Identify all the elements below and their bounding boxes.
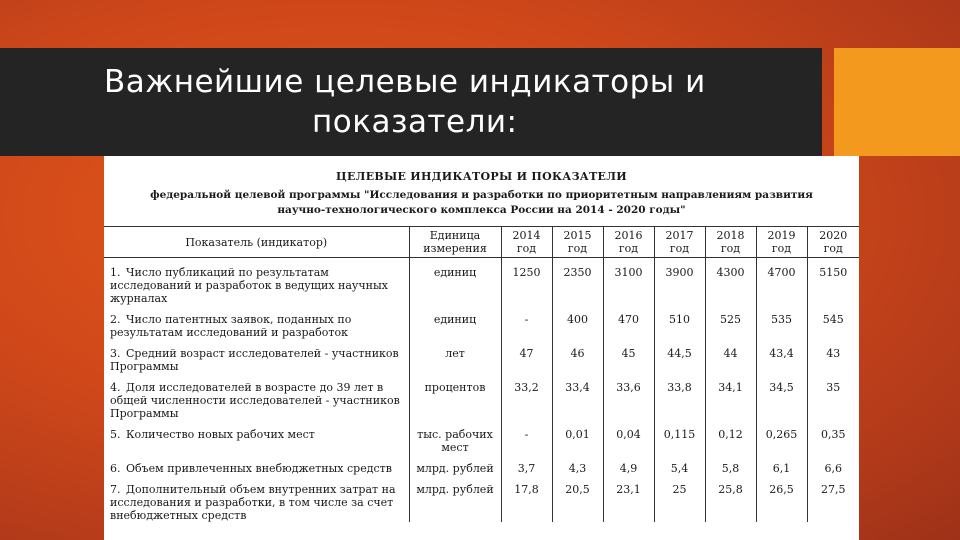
- value-cell: 0,12: [705, 428, 756, 454]
- value-cell: 0,265: [756, 428, 807, 454]
- indicator-name: Средний возраст исследователей - участников Программы: [110, 347, 399, 373]
- unit-cell: единиц: [409, 266, 501, 305]
- value-cell: 5150: [807, 266, 859, 305]
- value-cell: 46: [552, 347, 603, 373]
- column-header-year: 2019 год: [756, 227, 807, 258]
- indicator-cell: [104, 381, 409, 420]
- value-cell: 400: [552, 313, 603, 339]
- slide-title-line-2: показатели:: [312, 104, 518, 140]
- value-cell: 44,5: [654, 347, 705, 373]
- table-row: [104, 381, 859, 420]
- value-cell: 2350: [552, 266, 603, 305]
- unit-cell: тыс. рабочих мест: [409, 428, 501, 454]
- value-cell: 4700: [756, 266, 807, 305]
- table-row: [104, 313, 859, 339]
- unit-cell: млрд. рублей: [409, 483, 501, 522]
- indicator-name: Количество новых рабочих мест: [126, 428, 315, 441]
- slide-title-line-1: Важнейшие целевые индикаторы и: [104, 64, 706, 100]
- row-spacer: [104, 258, 859, 267]
- value-cell: 510: [654, 313, 705, 339]
- table-body: [104, 258, 859, 523]
- table-row: [104, 266, 859, 305]
- column-header-unit: Единица измерения: [409, 227, 501, 258]
- value-cell: 4300: [705, 266, 756, 305]
- value-cell: 535: [756, 313, 807, 339]
- indicator-name: Число патентных заявок, поданных по результатам исследований и разработок: [110, 313, 352, 339]
- column-header-year: 2014 год: [501, 227, 552, 258]
- indicator-cell: [104, 428, 409, 454]
- column-header-indicator: Показатель (индикатор): [104, 227, 409, 258]
- value-cell: 3,7: [501, 462, 552, 475]
- value-cell: 43: [807, 347, 859, 373]
- value-cell: 34,5: [756, 381, 807, 420]
- value-cell: 25: [654, 483, 705, 522]
- indicator-cell: [104, 347, 409, 373]
- value-cell: 545: [807, 313, 859, 339]
- unit-cell: единиц: [409, 313, 501, 339]
- value-cell: -: [501, 313, 552, 339]
- value-cell: 35: [807, 381, 859, 420]
- value-cell: 525: [705, 313, 756, 339]
- row-number: 2.: [110, 313, 121, 326]
- table-row: [104, 462, 859, 475]
- row-number: 7.: [110, 483, 121, 496]
- value-cell: 33,2: [501, 381, 552, 420]
- indicator-cell: [104, 266, 409, 305]
- column-header-year: 2018 год: [705, 227, 756, 258]
- document-subheading-1: федеральной целевой программы "Исследования и разработки по приоритетным направлениям развития: [150, 189, 813, 201]
- column-header-year: 2020 год: [807, 227, 859, 258]
- indicator-name: Объем привлеченных внебюджетных средств: [126, 462, 392, 475]
- value-cell: 27,5: [807, 483, 859, 522]
- row-number: 1.: [110, 266, 121, 279]
- row-spacer: [104, 339, 859, 347]
- value-cell: 43,4: [756, 347, 807, 373]
- value-cell: 0,01: [552, 428, 603, 454]
- table-row: [104, 428, 859, 454]
- column-header-year: 2017 год: [654, 227, 705, 258]
- table-row: [104, 347, 859, 373]
- value-cell: 20,5: [552, 483, 603, 522]
- value-cell: 4,3: [552, 462, 603, 475]
- value-cell: 470: [603, 313, 654, 339]
- value-cell: 23,1: [603, 483, 654, 522]
- value-cell: 47: [501, 347, 552, 373]
- value-cell: 25,8: [705, 483, 756, 522]
- column-header-year: 2016 год: [603, 227, 654, 258]
- value-cell: 34,1: [705, 381, 756, 420]
- row-number: 3.: [110, 347, 121, 360]
- unit-cell: лет: [409, 347, 501, 373]
- value-cell: 0,35: [807, 428, 859, 454]
- indicator-cell: [104, 462, 409, 475]
- value-cell: 3100: [603, 266, 654, 305]
- value-cell: 0,115: [654, 428, 705, 454]
- row-spacer: [104, 454, 859, 462]
- value-cell: 0,04: [603, 428, 654, 454]
- indicator-name: Число публикаций по результатам исследований и разработок в ведущих научных журналах: [110, 266, 388, 305]
- indicator-name: Дополнительный объем внутренних затрат на исследования и разработки, в том числе за счет внебюджетных средств: [110, 483, 396, 522]
- unit-cell: млрд. рублей: [409, 462, 501, 475]
- document-image: [104, 156, 859, 540]
- value-cell: 45: [603, 347, 654, 373]
- row-number: 4.: [110, 381, 121, 394]
- row-spacer: [104, 305, 859, 313]
- value-cell: 4,9: [603, 462, 654, 475]
- value-cell: 5,8: [705, 462, 756, 475]
- value-cell: 33,8: [654, 381, 705, 420]
- row-number: 5.: [110, 428, 121, 441]
- indicator-cell: [104, 483, 409, 522]
- document-subheading-2: научно-технологического комплекса России на 2014 - 2020 годы": [277, 204, 686, 216]
- accent-block: [834, 48, 960, 156]
- value-cell: 1250: [501, 266, 552, 305]
- value-cell: 5,4: [654, 462, 705, 475]
- value-cell: 17,8: [501, 483, 552, 522]
- value-cell: 6,1: [756, 462, 807, 475]
- row-number: 6.: [110, 462, 121, 475]
- row-spacer: [104, 373, 859, 381]
- indicator-cell: [104, 313, 409, 339]
- value-cell: 33,6: [603, 381, 654, 420]
- table-header-row: [104, 227, 859, 258]
- value-cell: -: [501, 428, 552, 454]
- row-spacer: [104, 420, 859, 428]
- value-cell: 6,6: [807, 462, 859, 475]
- indicators-table: [104, 226, 859, 522]
- value-cell: 44: [705, 347, 756, 373]
- unit-cell: процентов: [409, 381, 501, 420]
- value-cell: 26,5: [756, 483, 807, 522]
- value-cell: 3900: [654, 266, 705, 305]
- slide-title: [0, 62, 822, 142]
- value-cell: 33,4: [552, 381, 603, 420]
- column-header-year: 2015 год: [552, 227, 603, 258]
- table-row: [104, 483, 859, 522]
- document-heading: ЦЕЛЕВЫЕ ИНДИКАТОРЫ И ПОКАЗАТЕЛИ: [336, 170, 627, 183]
- indicator-name: Доля исследователей в возрасте до 39 лет в общей численности исследователей - участников Программы: [110, 381, 400, 420]
- row-spacer: [104, 475, 859, 483]
